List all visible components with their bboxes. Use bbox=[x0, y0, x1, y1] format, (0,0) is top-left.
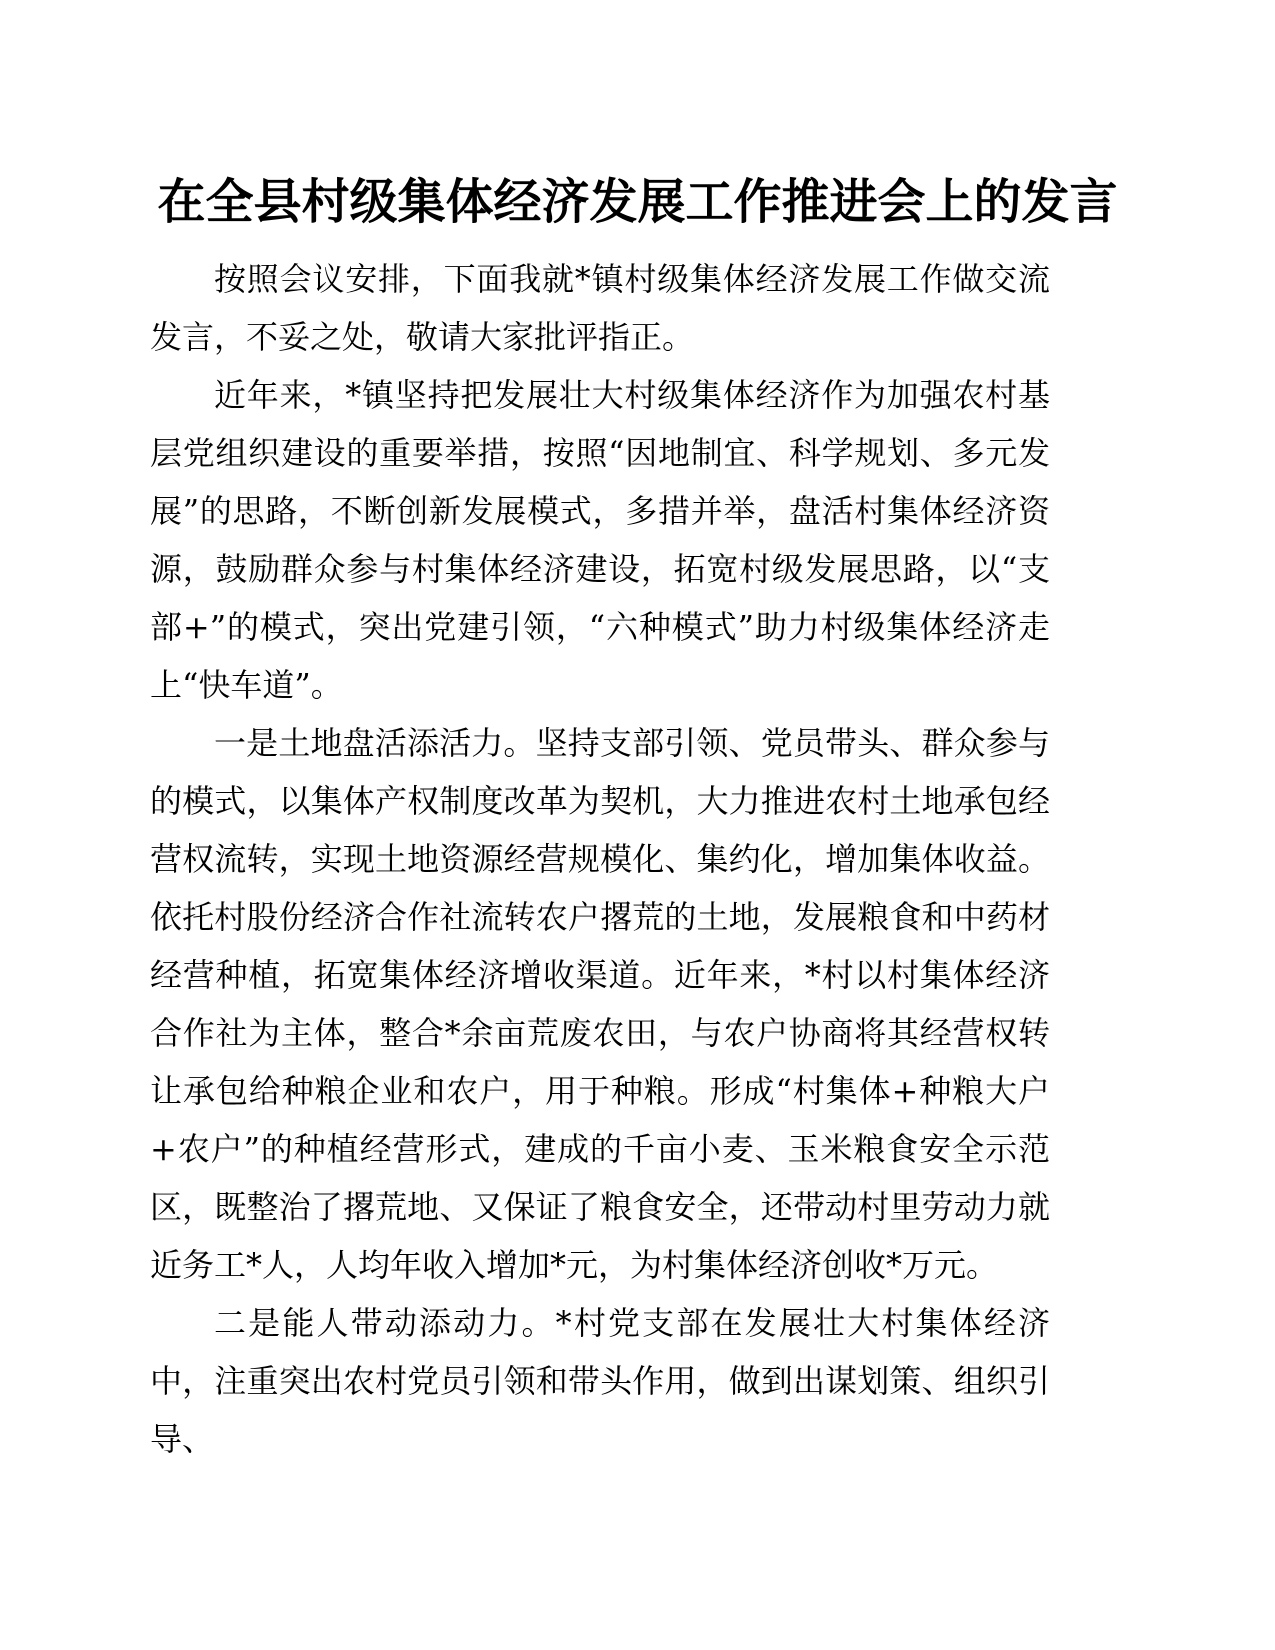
document-body bbox=[150, 250, 1050, 1468]
paragraph-land: 一是土地盘活添活力。坚持支部引领、党员带头、群众参与的模式，以集体产权制度改革为契机，大力推进农村土地承包经营权流转，实现土地资源经营规模化、集约化，增加集体收益。依托村股份经济合作社流转农户撂荒的土地，发展粮食和中药材经营种植，拓宽集体经济增收渠道。近年来，*村以村集体经济合作社为主体，整合*余亩荒废农田，与农户协商将其经营权转让承包给种粮企业和农户，用于种粮。形成“村集体+种粮大户+农户”的种植经营形式，建成的千亩小麦、玉米粮食安全示范区，既整治了撂荒地、又保证了粮食安全，还带动村里劳动力就近务工*人，人均年收入增加*元，为村集体经济创收*万元。 bbox=[150, 724, 1050, 1284]
paragraph-overview: 近年来，*镇坚持把发展壮大村级集体经济作为加强农村基层党组织建设的重要举措，按照“因地制宜、科学规划、多元发展”的思路，不断创新发展模式，多措并举，盘活村集体经济资源，鼓励群众参与村集体经济建设，拓宽村级发展思路，以“支部+”的模式，突出党建引领，“六种模式”助力村级集体经济走上“快车道”。 bbox=[150, 376, 1050, 704]
document-title: 在全县村级集体经济发展工作推进会上的发言 bbox=[157, 174, 1118, 230]
paragraph-intro: 按照会议安排，下面我就*镇村级集体经济发展工作做交流发言，不妥之处，敬请大家批评指正。 bbox=[150, 260, 1050, 356]
paragraph-talent: 二是能人带动添动力。*村党支部在发展壮大村集体经济中，注重突出农村党员引领和带头作用，做到出谋划策、组织引导、 bbox=[150, 1304, 1050, 1458]
